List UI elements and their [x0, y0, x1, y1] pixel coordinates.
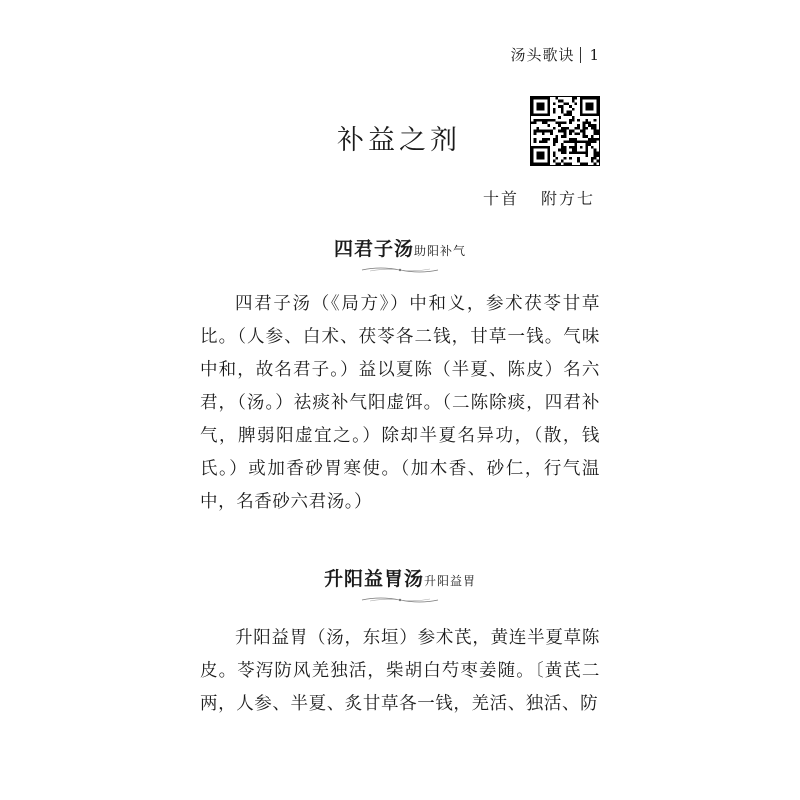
section-name: 升阳益胃汤: [323, 568, 424, 590]
section-heading-sijunzi: [0, 234, 800, 275]
section-subtitle: 升阳益胃: [424, 574, 477, 588]
ornament-divider-icon: [360, 595, 440, 605]
section-body-sijunzi: [200, 288, 600, 519]
page-number: 1: [589, 45, 600, 64]
chapter-title: 补益之剂: [337, 125, 461, 156]
header-divider: [580, 47, 581, 63]
section-heading-shengyangyiwei: [0, 564, 800, 605]
section-name: 四君子汤: [333, 238, 414, 260]
count-main: 十首: [482, 189, 519, 208]
qr-code-icon: [530, 96, 600, 166]
count-attached: 附方七: [540, 189, 595, 208]
running-header: [510, 44, 600, 65]
section-subtitle: 助阳补气: [414, 244, 467, 258]
section-body-shengyangyiwei: [200, 622, 600, 721]
book-title: 汤头歌诀: [510, 46, 575, 64]
section-paragraph: 四君子汤（《局方》）中和义，参术茯苓甘草比。（人参、白术、茯苓各二钱，甘草一钱。气味中和，故名君子。）益以夏陈（半夏、陈皮）名六君，（汤。）祛痰补气阳虚饵。（二陈除痰，四君补气，脾弱阳虚宜之。）除却半夏名异功，（散，钱氏。）或加香砂胃寒使。（加木香、砂仁，行气温中，名香砂六君汤。）: [200, 294, 600, 512]
ornament-divider-icon: [360, 265, 440, 275]
chapter-count: [483, 186, 595, 209]
section-paragraph: 升阳益胃（汤，东垣）参术芪，黄连半夏草陈皮。苓泻防风羌独活，柴胡白芍枣姜随。〔黄芪二两，人参、半夏、炙甘草各一钱，羌活、独活、防: [200, 628, 600, 714]
